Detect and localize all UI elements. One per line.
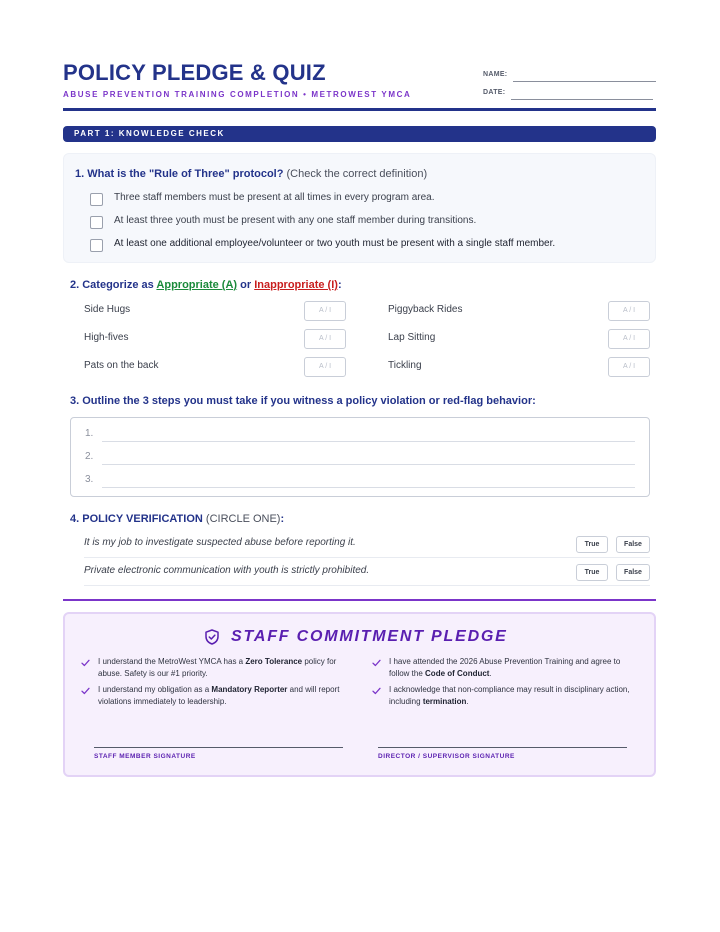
category-label: Lap Sitting — [388, 332, 436, 343]
name-line[interactable] — [513, 81, 656, 82]
pledge-text — [98, 656, 348, 679]
statement-text: Private electronic communication with youth is strictly prohibited. — [84, 565, 370, 576]
pledge-text-part: and will report violations immediately to leadership. — [98, 685, 340, 706]
pledge-header — [65, 627, 654, 647]
true-option[interactable]: True — [576, 564, 608, 581]
write-line[interactable] — [102, 464, 635, 465]
category-label: Side Hugs — [84, 304, 131, 315]
pledge-text — [389, 684, 639, 707]
checkmark-icon — [372, 659, 381, 667]
pledge-text-part: I acknowledge that non-compliance may result in disciplinary action, including — [389, 685, 630, 706]
category-label: Tickling — [388, 360, 422, 371]
pledge-title: STAFF COMMITMENT PLEDGE — [231, 628, 508, 645]
checkmark-icon — [81, 659, 90, 667]
staff-signature-field[interactable] — [94, 747, 343, 760]
question-3-answer-box — [70, 417, 650, 497]
checkmark-icon — [81, 687, 90, 695]
pledge-divider — [63, 599, 656, 601]
step-number: 2. — [85, 451, 94, 462]
true-false-row — [84, 530, 650, 558]
signature-line[interactable] — [378, 747, 627, 748]
category-answer-box[interactable] — [304, 329, 346, 349]
true-false-row — [84, 558, 650, 586]
category-item — [84, 329, 346, 350]
category-label: Piggyback Rides — [388, 304, 463, 315]
part1-banner — [63, 126, 656, 142]
question-1-box — [63, 153, 656, 263]
answer-placeholder: A / I — [622, 335, 636, 342]
step-line[interactable] — [85, 474, 635, 488]
pledge-text-part: . — [466, 696, 469, 706]
part1-label: PART 1: KNOWLEDGE CHECK — [74, 129, 225, 138]
date-line[interactable] — [511, 99, 653, 100]
category-label: High-fives — [84, 332, 129, 343]
header-divider — [63, 108, 656, 111]
checkbox[interactable] — [90, 239, 103, 252]
question-2-title — [70, 279, 342, 291]
question-4-title — [70, 513, 284, 525]
page-title: POLICY PLEDGE & QUIZ — [63, 60, 326, 85]
document-header — [63, 60, 656, 110]
option-text: At least one additional employee/volunteer or two youth must be present with a single staff member. — [114, 238, 556, 249]
pledge-text-emphasis: termination — [422, 696, 467, 706]
category-answer-box[interactable] — [608, 301, 650, 321]
checkbox[interactable] — [90, 193, 103, 206]
name-label: NAME: — [483, 71, 508, 78]
signature-line[interactable] — [94, 747, 343, 748]
category-item — [388, 357, 650, 378]
pledge-text — [98, 684, 348, 707]
checkmark-icon — [372, 687, 381, 695]
question-2-prefix: 2. Categorize as — [70, 279, 157, 291]
question-4-text: 4. POLICY VERIFICATION — [70, 513, 203, 525]
answer-placeholder: A / I — [622, 307, 636, 314]
pledge-text-emphasis: Zero Tolerance — [245, 657, 303, 666]
question-1-title — [75, 168, 427, 180]
question-1-hint: (Check the correct definition) — [286, 168, 428, 180]
appropriate-label: Appropriate (A) — [156, 279, 238, 291]
question-3-title: 3. Outline the 3 steps you must take if you witness a policy violation or red-flag behavior: — [70, 395, 536, 407]
step-line[interactable] — [85, 451, 635, 465]
checkbox[interactable] — [90, 216, 103, 229]
statement-text: It is my job to investigate suspected abuse before reporting it. — [84, 537, 356, 548]
shield-check-icon — [205, 629, 219, 645]
category-answer-box[interactable] — [608, 357, 650, 377]
category-answer-box[interactable] — [608, 329, 650, 349]
step-line[interactable] — [85, 428, 635, 442]
name-field[interactable] — [483, 70, 656, 82]
pledge-text-emphasis: Mandatory Reporter — [211, 685, 288, 694]
answer-placeholder: A / I — [318, 363, 332, 370]
pledge-box — [63, 612, 656, 777]
category-answer-box[interactable] — [304, 301, 346, 321]
step-number: 1. — [85, 428, 94, 439]
question-4-hint: (CIRCLE ONE) — [205, 513, 281, 525]
pledge-text-emphasis: Code of Conduct — [425, 668, 490, 678]
page-subtitle: ABUSE PREVENTION TRAINING COMPLETION • METROWEST YMCA — [63, 90, 412, 99]
option-text: At least three youth must be present with any one staff member during transitions. — [114, 215, 477, 226]
pledge-text-part: I have attended the 2026 Abuse Prevention Training and agree to follow the — [389, 657, 621, 678]
pledge-text-part: . — [489, 668, 492, 678]
write-line[interactable] — [102, 441, 635, 442]
category-answer-box[interactable] — [304, 357, 346, 377]
director-signature-label: DIRECTOR / SUPERVISOR SIGNATURE — [378, 753, 515, 760]
category-item — [84, 357, 346, 378]
category-label: Pats on the back — [84, 360, 159, 371]
question-2-colon: : — [337, 279, 342, 291]
date-field[interactable] — [483, 88, 656, 100]
category-item — [84, 301, 346, 322]
question-4-colon: : — [280, 513, 285, 525]
category-item — [388, 329, 650, 350]
pledge-text-part: policy for abuse. Safety is our #1 priority. — [98, 657, 337, 678]
step-number: 3. — [85, 474, 94, 485]
inappropriate-label: Inappropriate (I) — [254, 279, 338, 291]
answer-placeholder: A / I — [622, 363, 636, 370]
question-1-text: 1. What is the "Rule of Three" protocol? — [75, 168, 284, 180]
category-item — [388, 301, 650, 322]
true-option[interactable]: True — [576, 536, 608, 553]
write-line[interactable] — [102, 487, 635, 488]
director-signature-field[interactable] — [378, 747, 627, 760]
answer-placeholder: A / I — [318, 307, 332, 314]
date-label: DATE: — [483, 89, 506, 96]
pledge-text — [389, 656, 639, 679]
false-option[interactable]: False — [616, 564, 650, 581]
staff-signature-label: STAFF MEMBER SIGNATURE — [94, 753, 196, 760]
question-2-or: or — [237, 279, 255, 291]
pledge-text-part: I understand the MetroWest YMCA has a — [98, 657, 246, 666]
option-text: Three staff members must be present at all times in every program area. — [114, 192, 435, 203]
answer-placeholder: A / I — [318, 335, 332, 342]
false-option[interactable]: False — [616, 536, 650, 553]
pledge-text-part: I understand my obligation as a — [98, 685, 212, 694]
